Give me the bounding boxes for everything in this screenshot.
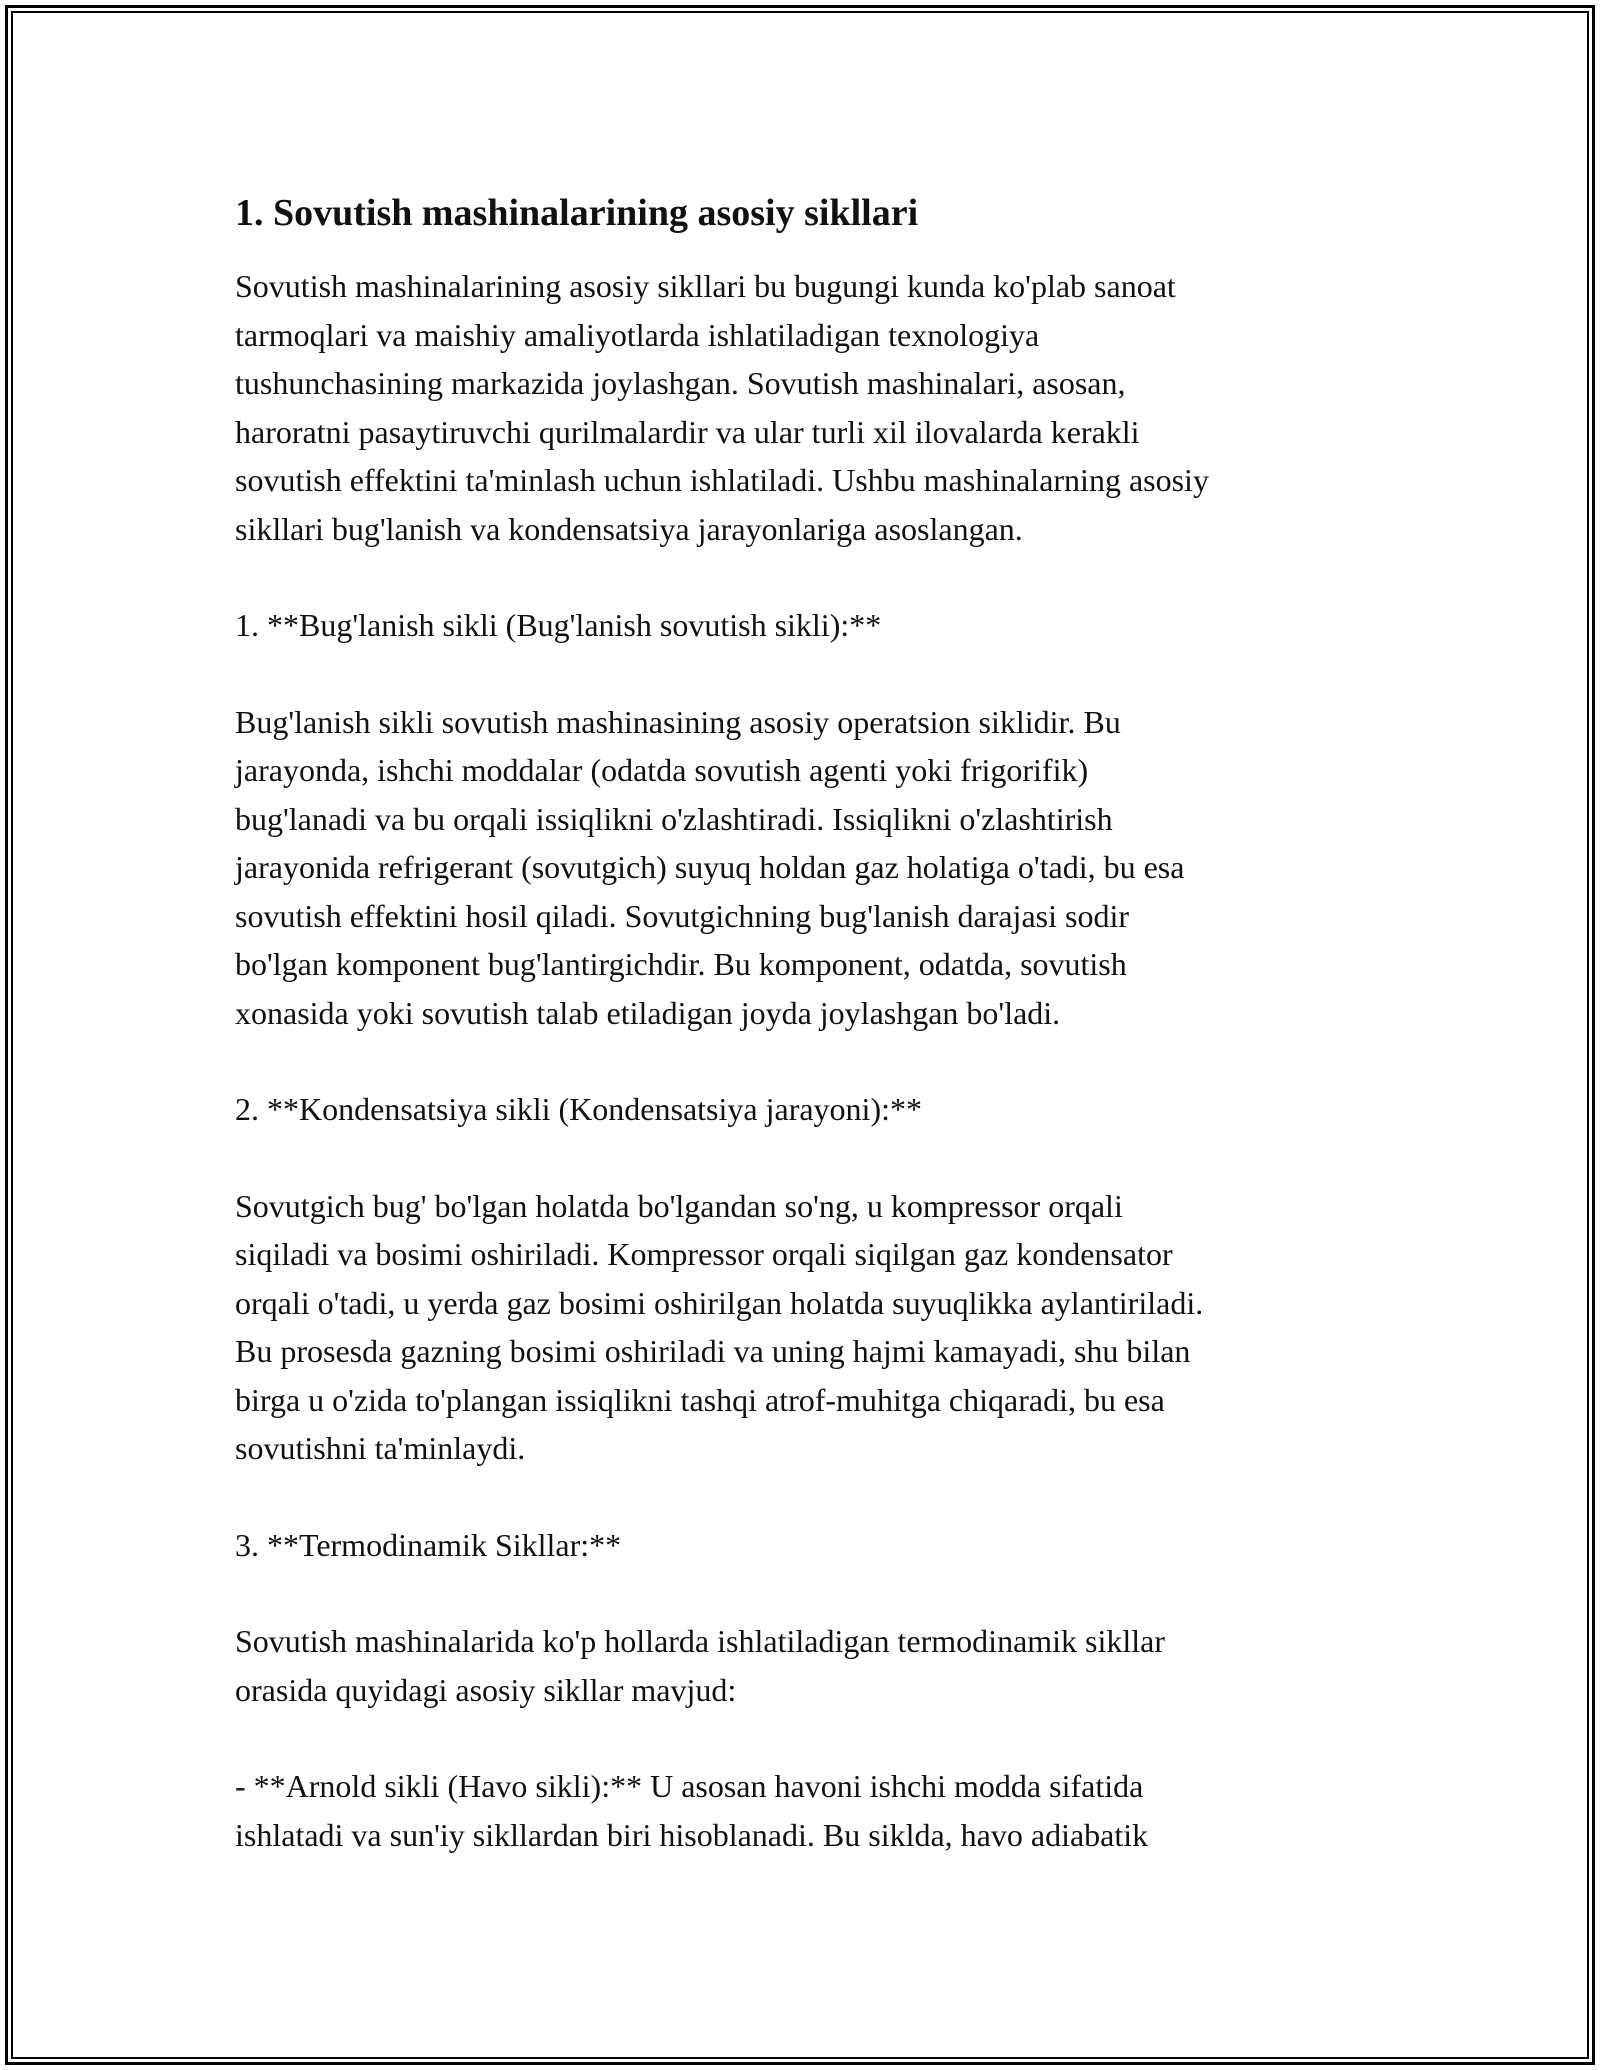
list-item-condensation-heading: 2. **Kondensatsiya sikli (Kondensatsiya jarayoni):**	[235, 1091, 922, 1127]
document-body	[235, 188, 1365, 1907]
thermodynamic-paragraph: Sovutish mashinalarida ko'p hollarda ishlatiladigan termodinamik sikllar orasida quyidagi asosiy sikllar mavjud:	[235, 1623, 1166, 1708]
list-item-evaporation-heading: 1. **Bug'lanish sikli (Bug'lanish sovutish sikli):**	[235, 607, 882, 643]
arnold-cycle-paragraph: - **Arnold sikli (Havo sikli):** U asosan havoni ishchi modda sifatida ishlatadi va sun'iy sikllardan biri hisoblanadi. Bu siklda, havo adiabatik	[235, 1768, 1149, 1853]
intro-paragraph: Sovutish mashinalarining asosiy sikllari bu bugungi kunda ko'plab sanoat tarmoqlari va maishiy amaliyotlarda ishlatiladigan texnologiya tushunchasining markazida joylashgan. Sovutish mashinalari, asosan, haroratni pasaytiruvchi qurilmalardir va ular turli xil ilovalarda kerakli sovutish effektini ta'minlash uchun ishlatiladi. Ushbu mashinalarning asosiy sikllari bug'lanish va kondensatsiya jarayonlariga asoslangan.	[235, 268, 1209, 547]
section-heading: 1. Sovutish mashinalarining asosiy sikllari	[235, 192, 919, 234]
condensation-paragraph: Sovutgich bug' bo'lgan holatda bo'lgandan so'ng, u kompressor orqali siqiladi va bosimi oshiriladi. Kompressor orqali siqilgan gaz kondensator orqali o'tadi, u yerda gaz bosimi oshirilgan holatda suyuqlikka aylantiriladi. Bu prosesda gazning bosimi oshiriladi va uning hajmi kamayadi, shu bilan birga u o'zida to'plangan issiqlikni tashqi atrof-muhitga chiqaradi, bu esa sovutishni ta'minlaydi.	[235, 1187, 1204, 1466]
evaporation-paragraph: Bug'lanish sikli sovutish mashinasining asosiy operatsion siklidir. Bu jarayonda, ishchi moddalar (odatda sovutish agenti yoki frigorifik) bug'lanadi va bu orqali issiqlikni o'zlashtiradi. Issiqlikni o'zlashtirish jarayonida refrigerant (sovutgich) suyuq holdan gaz holatiga o'tadi, bu esa sovutish effektini hosil qiladi. Sovutgichning bug'lanish darajasi sodir bo'lgan komponent bug'lantirgichdir. Bu komponent, odatda, sovutish xonasida yoki sovutish talab etiladigan joyda joylashgan bo'ladi.	[235, 703, 1185, 1031]
list-item-thermodynamic-heading: 3. **Termodinamik Sikllar:**	[235, 1526, 622, 1563]
